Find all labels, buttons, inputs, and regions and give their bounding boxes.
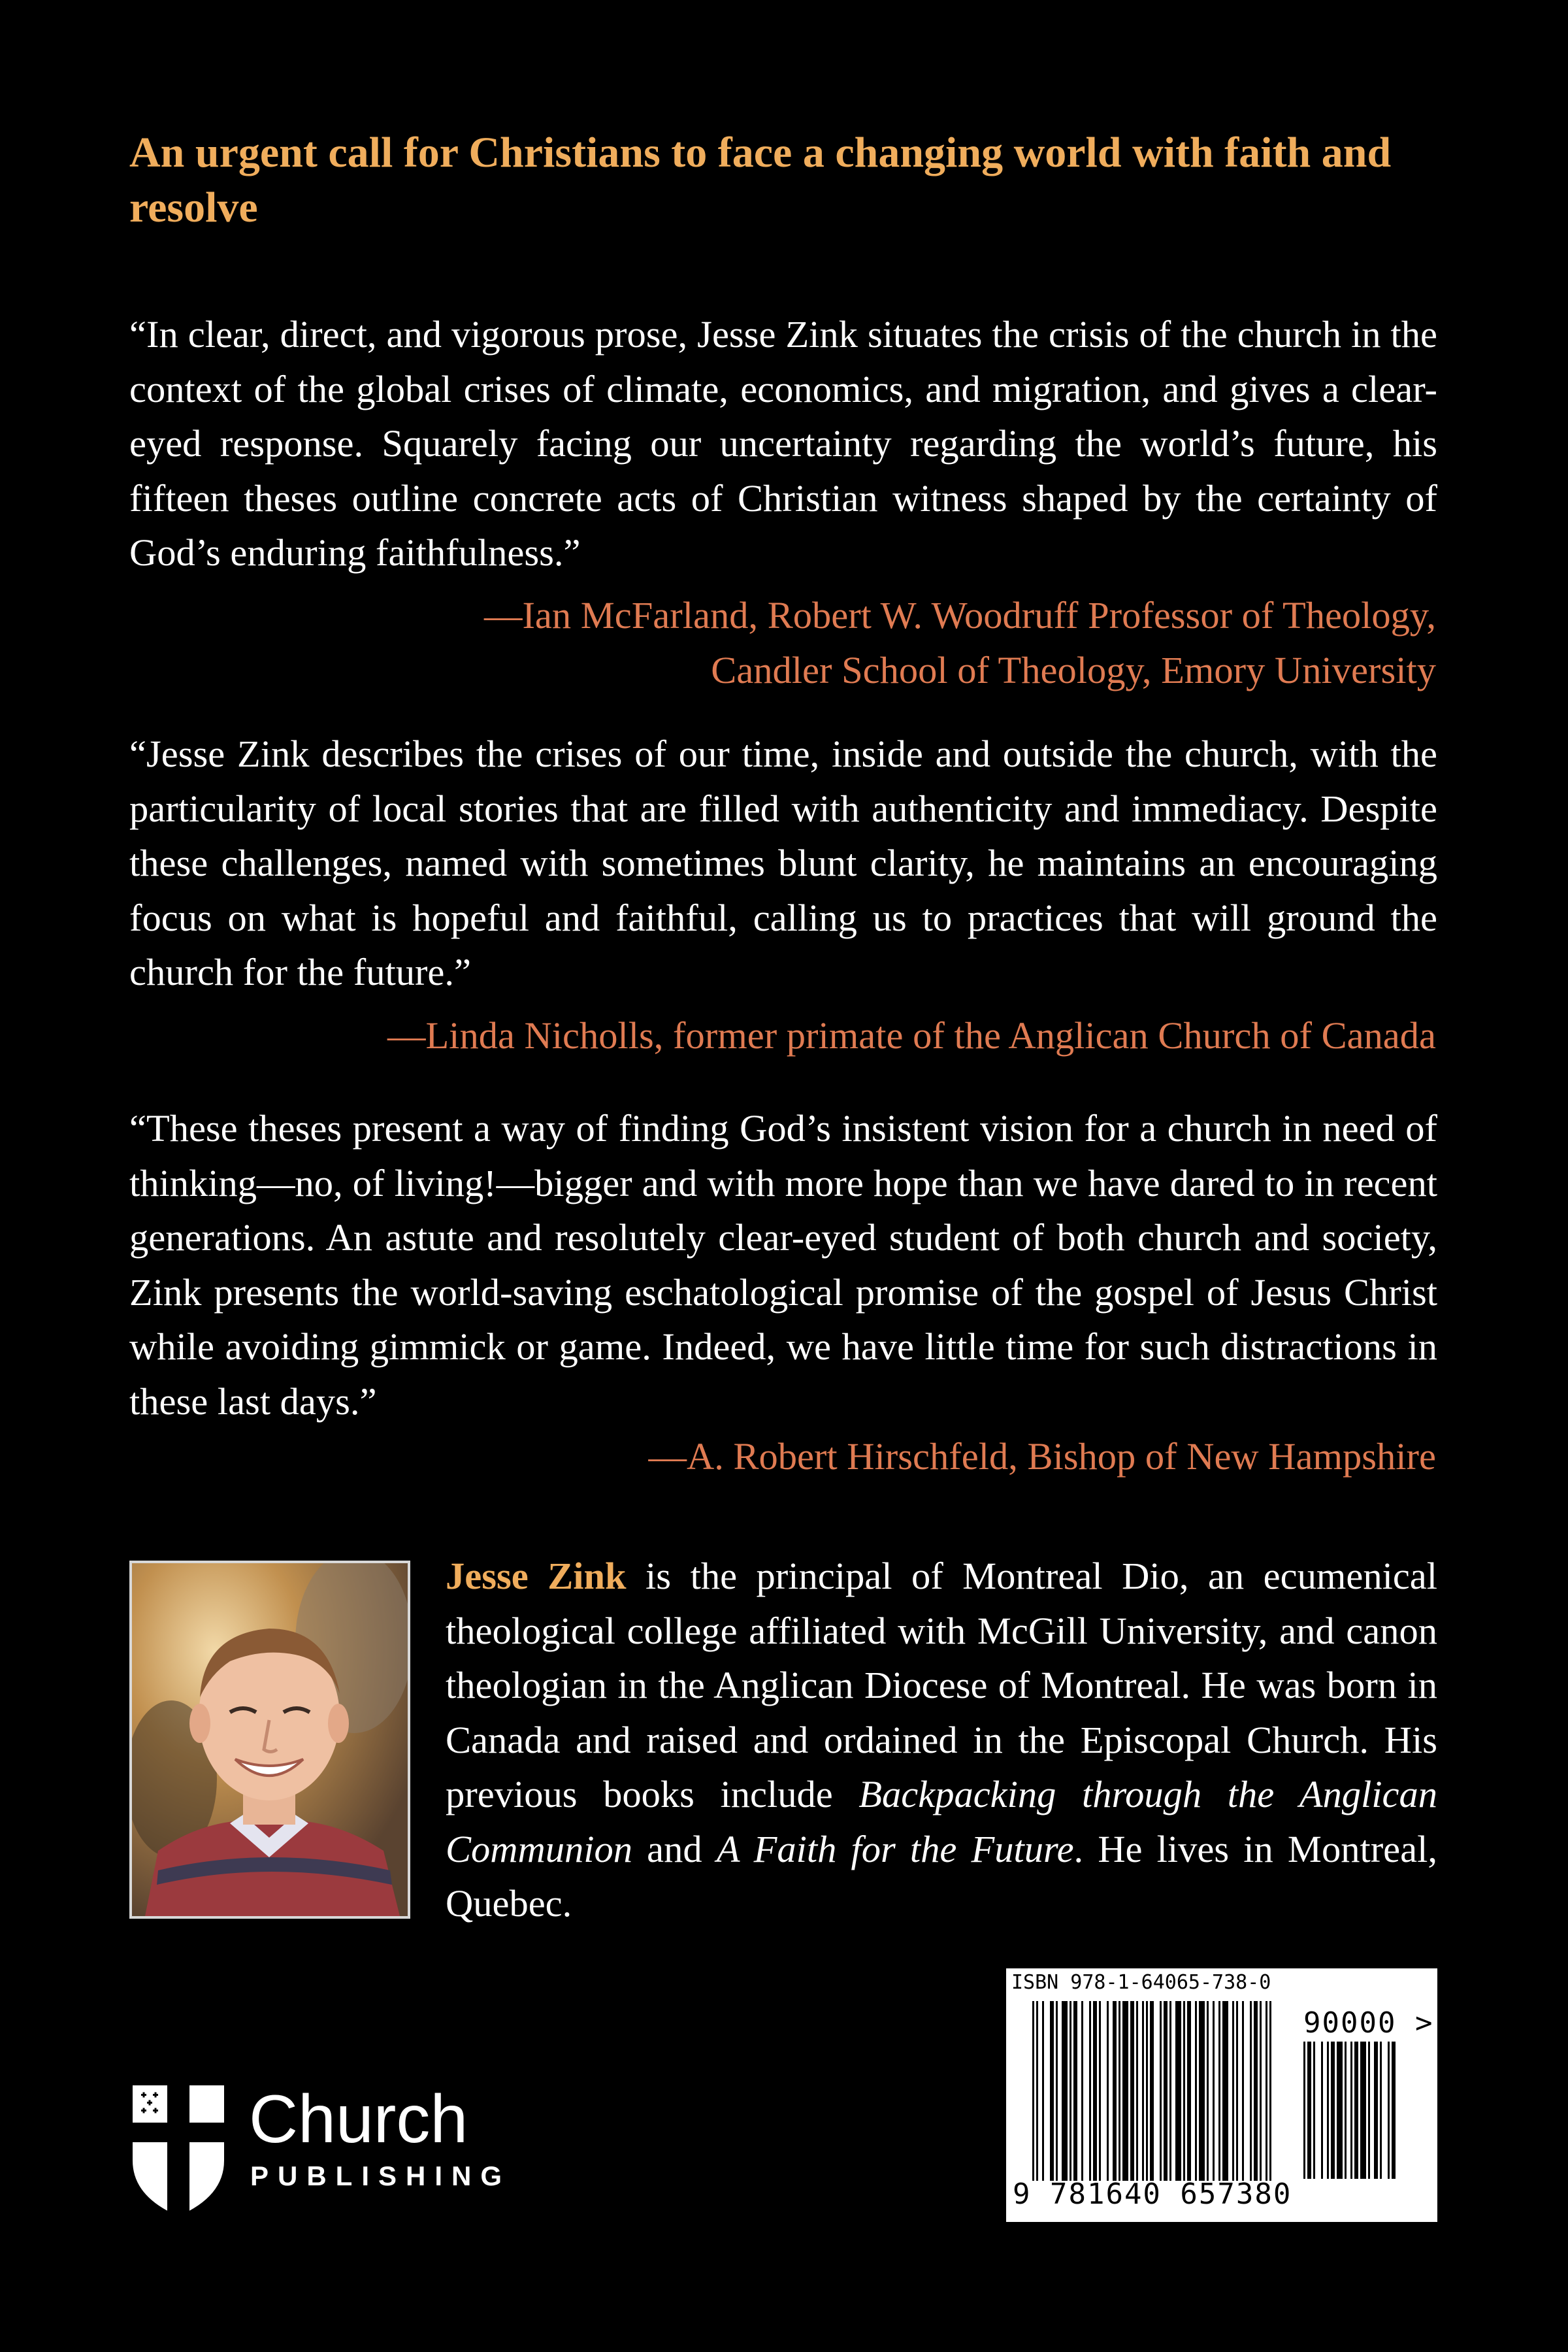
barcode-bar [1119, 2001, 1120, 2181]
attribution-line: —A. Robert Hirschfeld, Bishop of New Hampshire [648, 1435, 1436, 1478]
barcode-bar [1050, 2001, 1054, 2181]
book-title: Backpacking through the Anglican Communion [446, 1773, 1437, 1870]
barcode-bar [1081, 2001, 1083, 2181]
barcode-bar [1195, 2001, 1197, 2181]
barcode-bar [1232, 2001, 1234, 2181]
barcode-bar [1099, 2001, 1101, 2181]
barcode-bar [1136, 2001, 1138, 2181]
shield-cross-icon [129, 2082, 227, 2219]
barcode-bar [1150, 2001, 1154, 2181]
barcode-bar [1360, 2042, 1366, 2179]
barcode-bar [1070, 2001, 1071, 2181]
barcode-bar [1199, 2001, 1205, 2181]
barcode-bar [1107, 2001, 1109, 2181]
endorsement-quote-2: “Jesse Zink describes the crises of our time, inside and outside the church, with the particularity of local stories that are filled with authenticity and immediacy. Despite these challenges, named with sometimes blunt clarity, he maintains an encouraging focus on what is hopeful and faithful, calling us to practices that will ground the church for the future.” [129, 733, 1437, 993]
barcode-bar [1032, 2001, 1034, 2181]
price-code: 90000 > [1303, 2006, 1434, 2040]
barcode-bar [1130, 2001, 1134, 2181]
author-portrait-illustration [132, 1563, 408, 1916]
barcode-bar [1327, 2042, 1329, 2179]
barcode-bar [1093, 2001, 1097, 2181]
barcode-bar [1073, 2001, 1077, 2181]
tagline: An urgent call for Christians to face a changing world with faith and resolve [129, 129, 1392, 231]
bio-text: . He lives in Montreal, Quebec. [446, 1827, 1437, 1925]
barcode-bar [1337, 2042, 1343, 2179]
endorsement-attribution-2 [260, 1008, 1436, 1063]
endorsement-attribution-3 [260, 1429, 1436, 1484]
endorsement-attribution-1 [260, 588, 1436, 697]
barcode-bar [1374, 2042, 1378, 2179]
barcode-bar [1207, 2001, 1209, 2181]
barcode-bar [1254, 2001, 1258, 2181]
barcode-bar [1250, 2001, 1252, 2181]
barcode-bar [1350, 2042, 1352, 2179]
barcode-bar [1307, 2042, 1311, 2179]
publisher-logo [129, 2082, 521, 2226]
barcode-bar [1345, 2042, 1347, 2179]
attribution-line: —Linda Nicholls, former primate of the Anglican Church of Canada [387, 1014, 1436, 1057]
barcode-bar [1183, 2001, 1185, 2181]
book-title: A Faith for the Future [716, 1827, 1074, 1870]
barcode-bar [1321, 2042, 1323, 2179]
barcode-bar [1169, 2001, 1171, 2181]
barcode-bar [1056, 2001, 1058, 2181]
barcode-bar [1187, 2001, 1191, 2181]
barcode-bar [1266, 2001, 1267, 2181]
barcode-bar [1236, 2001, 1238, 2181]
barcode-bar [1062, 2001, 1068, 2181]
barcode-bar [1213, 2001, 1215, 2181]
isbn-barcode [1006, 1968, 1437, 2222]
attribution-line: Candler School of Theology, Emory University [711, 648, 1436, 691]
barcode-bar [1313, 2042, 1315, 2179]
barcode-bar [1160, 2001, 1162, 2181]
barcode-bar [1380, 2042, 1382, 2179]
barcode-bar [1113, 2001, 1117, 2181]
bio-text: and [632, 1827, 717, 1870]
attribution-line: —Ian McFarland, Robert W. Woodruff Professor of Theology, [483, 594, 1436, 637]
barcode-bar [1260, 2001, 1262, 2181]
addon-barcode-bars [1303, 2042, 1421, 2179]
author-name: Jesse Zink [446, 1555, 627, 1597]
barcode-bar [1122, 2001, 1128, 2181]
barcode-bar [1354, 2042, 1358, 2179]
ean-digits: 9 781640 657380 [1013, 2178, 1292, 2211]
isbn-text: ISBN 978-1-64065-738-0 [1011, 1971, 1271, 1994]
barcode-bar [1331, 2042, 1335, 2179]
author-bio [446, 1549, 1437, 1931]
publisher-name: Church [249, 2081, 468, 2157]
barcode-bar [1368, 2042, 1370, 2179]
barcode-bar [1388, 2042, 1390, 2179]
barcode-bar [1218, 2001, 1220, 2181]
barcode-bar [1089, 2001, 1091, 2181]
barcode-bar [1303, 2042, 1305, 2179]
endorsement-quote-1: “In clear, direct, and vigorous prose, Jesse Zink situates the crisis of the church in the context of the global crises of climate, economics, and migration, and gives a clear-eyed response. Squarely facing our uncertainty regarding the world’s future, his fifteen theses outline concrete acts of Christian witness shaped by the certainty of God’s enduring faithfulness.” [129, 313, 1437, 574]
barcode-bar [1042, 2001, 1044, 2181]
barcode-bar [1142, 2001, 1144, 2181]
barcode-bar [1164, 2001, 1168, 2181]
ean-barcode-bars [1032, 2001, 1294, 2181]
barcode-bar [1392, 2042, 1396, 2179]
publisher-subtitle: PUBLISHING [250, 2161, 512, 2191]
barcode-bar [1222, 2001, 1228, 2181]
author-photo [129, 1561, 410, 1919]
barcode-bar [1036, 2001, 1038, 2181]
endorsement-quote-3: “These theses present a way of finding God’s insistent vision for a church in need of thinking—no, of living!—bigger and with more hope than we have dared to in recent generations. An astute and resolutely clear-eyed student of both church and society, Zink presents the world-saving eschatological promise of the gospel of Jesus Christ while avoiding gimmick or game. Indeed, we have little time for such distractions in these last days.” [129, 1107, 1437, 1423]
barcode-bar [1269, 2001, 1271, 2181]
barcode-bar [1242, 2001, 1244, 2181]
barcode-bar [1175, 2001, 1181, 2181]
barcode-bar [1146, 2001, 1148, 2181]
bio-text: is the principal of Montreal Dio, an ecumenical theological college affiliated with McGill University, and canon theologian in the Anglican Diocese of Montreal. He was born in Canada and raised and ordained in the Episcopal Church. His previous books include [446, 1555, 1438, 1815]
